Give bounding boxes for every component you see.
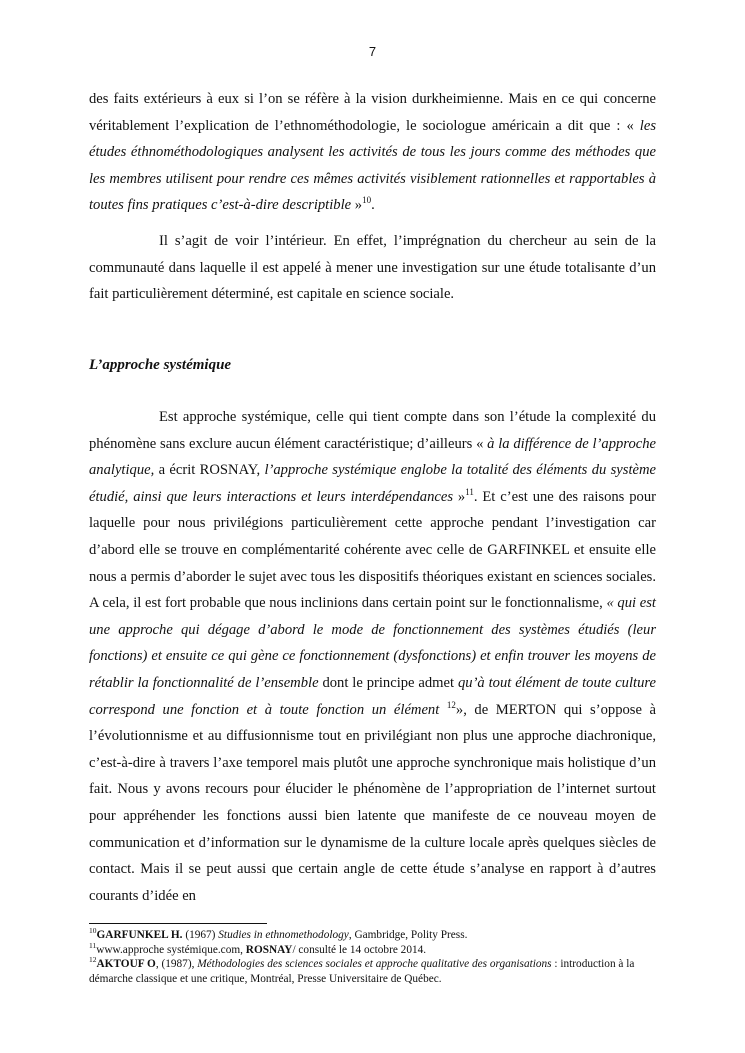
footnote-10: [89, 928, 656, 943]
p3-text-7: », de MERTON qui s’oppose à l’évolutionnisme et au diffusionnisme tout en privilégiant non plus une approche diachronique, c’est-à-dire à travers l’axe temporel mais plutôt une approche synchronique mais holistique d’un fait. Nous y avons recours pour élucider le phénomène de l’appropriation de l’internet surtout pour appréhender les fonctions aussi bien latente que manifeste de ce nouveau moyen de communication et d’information sur le dynamisme de la culture locale après quelques siècles de contact. Mais il se peut aussi que certain angle de cette étude s’analyse en rapport à d’autres courants d’idée en: [89, 701, 656, 904]
footnote-ref-12[interactable]: 12: [446, 699, 456, 710]
footnote-author: GARFUNKEL H.: [96, 929, 183, 941]
footnote-separator: [89, 923, 267, 924]
footnote-text: / consulté le 14 octobre 2014.: [292, 943, 427, 956]
footnote-ref-11[interactable]: 11: [465, 486, 474, 497]
p1-text-1: des faits extérieurs à eux si l’on se réfère à la vision durkheimienne. Mais en ce qui concerne véritablement l’explication de l’ethnométhodologie, le sociologue américain a dit que : «: [89, 91, 656, 134]
footnote-number: 12: [89, 955, 97, 965]
paragraph-systemic-approach: [89, 404, 656, 909]
section-heading-systemic-approach: L’approche systémique: [89, 357, 232, 373]
page-number: 7: [368, 44, 377, 59]
footnote-text: , (1987),: [155, 958, 198, 971]
footnote-title: Méthodologies des sciences sociales et approche qualitative des organisations: [197, 958, 552, 971]
footnote-text: , Gambridge, Polity Press.: [348, 929, 468, 941]
footnote-title: Studies in ethnomethodology: [218, 929, 349, 941]
p3-text-4: . Et c’est une des raisons pour laquelle pour nous privilégions particulièrement cette approche pendant l’investigation car d’abord elle se trouve en complémentarité cohérente avec celle de GARFINKEL et ensuite elle nous a permis d’aborder le sujet avec tous les dispositifs théoriques existant en sciences sociales. A cela, il est fort probable que nous inclinions dans certain point sur le fonctionnalisme,: [89, 488, 656, 612]
footnotes: [89, 928, 656, 986]
p3-quote-merton: qu’à tout élément de toute culture correspond une fonction et à toute fonction un élément: [89, 674, 656, 718]
paragraph-interior: Il s’agit de voir l’intérieur. En effet, l’imprégnation du chercheur au sein de la communauté dans laquelle il est appelé à mener une investigation sur une étude totalisante d’un fait particulièrement déterminé, est capitale en science sociale.: [89, 233, 656, 303]
p3-quote-analytic: à la différence de l’approche analytique,: [89, 435, 656, 479]
p3-quote-functionalism: « qui est une approche qui dégage d’abord le mode de fonctionnement des systèmes étudiés (leur fonctions) et ensuite ce qui gène ce fonctionnement (dysfonctions) et enfin trouver les moyens de rétablir la fonctionnalité de l’ensemble: [89, 595, 656, 691]
footnote-11: [89, 940, 656, 958]
p1-quote-garfinkel: les études éthnométhodologiques analysent les activités de tous les jours comme des méthodes que les membres utilisent pour rendre ces mêmes activités visiblement rationnelles et rapportables à toutes fins pratiques c’est-à-dire descriptible: [89, 117, 656, 214]
footnote-author: AKTOUF O: [96, 958, 156, 971]
footnote-text: www.approche systémique.com,: [96, 943, 246, 956]
p3-text-5: dont le principe admet: [318, 674, 458, 691]
footnote-number: 11: [89, 940, 97, 950]
p3-text-1: Est approche systémique, celle qui tient compte dans son l’étude la complexité du phénomène sans exclure aucun élément caractéristique; d’ailleurs «: [89, 409, 656, 452]
footnote-text: : introduction à la démarche classique et une critique, Montréal, Presse Universitaire de Québec.: [89, 958, 635, 985]
p1-text-2: »: [351, 197, 363, 214]
footnote-text: (1967): [182, 929, 219, 941]
footnote-12: [89, 957, 656, 986]
p3-text-6: [439, 702, 447, 718]
footnote-ref-10[interactable]: 10: [362, 195, 372, 206]
p3-text-3: »: [453, 488, 466, 505]
footnote-author: ROSNAY: [245, 943, 293, 956]
footnote-number: 10: [89, 926, 97, 936]
paragraph-ethnomethodology: [89, 86, 656, 219]
p1-text-3: .: [371, 197, 375, 214]
p3-quote-rosnay: l’approche systémique englobe la totalité des éléments du système étudié, ainsi que leurs interactions et leurs interdépendances: [89, 462, 656, 505]
p3-text-2: a écrit ROSNAY,: [154, 462, 265, 479]
